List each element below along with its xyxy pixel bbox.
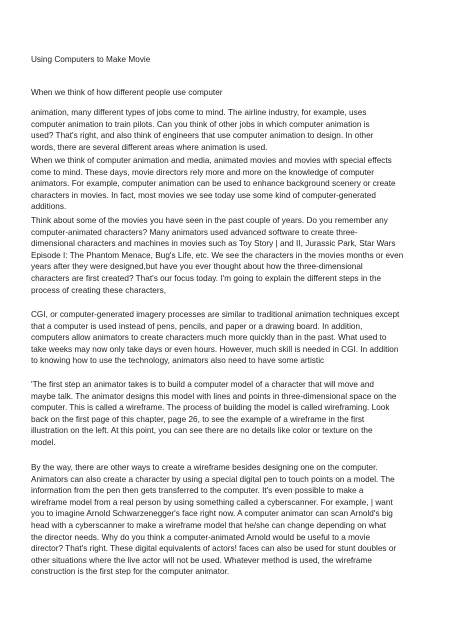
paragraph-7: By the way, there are other ways to create a wireframe besides designing one on the computer. Animators can also create a character by using a special digital pen to touch points on a model. The information from the pen then gets transferred to the computer. It's even possible to make a wireframe model from a real person by using something called a cyberscanner. For example, | want you to imagine Arnold Schwarzenegger's face right now. A computer animator can scan Arnold's big head with a cyberscanner to make a wireframe model that he/she can change depending on what the director needs. Why do you think a computer-animated Arnold would be useful to a movie director? That's right. These digital equivalents of actors! faces can also be used for stunt doubles or other situations where the live actor will not be used. Whatever method is used, the wireframe bbox=[31, 463, 397, 565]
paragraph-6: 'The first step an animator takes is to build a computer model of a character that will move and maybe talk. The animator designs this model with lines and points in three-dimensional space on the computer. This is called a wireframe. The process of building the model is called wireframing. Look back on the first page of this chapter, page 26, to see the example of a wireframe in the first illustration on the left. At this point, you can see there are no details like color or texture on the model. bbox=[31, 380, 397, 447]
paragraph-2: animation, many different types of jobs come to mind. The airline industry, for example, uses computer animation to train pilots. Can you think of other jobs in which computer animation is used? That's right, and also think of engineers that use computer animation to design. In other words, there are several different areas where animation is used. bbox=[31, 108, 374, 152]
paragraph-5: CGI, or computer-generated imagery processes are similar to traditional animation techniques except that a computer is used instead of pens, pencils, and paper or a drawing board. In addition, computers allow animators to create characters much more quickly than in the past. What used to take weeks may now only take days or even hours. However, much skill is needed in CGI. In addition to knowing how to use the technology, animators also need to have some artistic bbox=[31, 310, 400, 366]
paragraph-4: Think about some of the movies you have seen in the past couple of years. Do you remember any computer-animated characters? Many animators used advanced software to create three- dimensional characters and machines in movies such as Toy Story | and II, Jurassic Park, Star Wars Episode I: The Phantom Menace, Bug's Life, etc. We see the characters in the movies months or even years after they were designed,but have you ever thought about how the three-dimensional characters are first created? That's our focus today. I'm going to explain the different steps in the process of creating these characters, bbox=[31, 216, 404, 295]
document-title: Using Computers to Make Movie bbox=[31, 55, 151, 64]
paragraph-8: construction is the first step for the computer animator. bbox=[31, 567, 230, 576]
paragraph-3: When we think of computer animation and media, animated movies and movies with special effects come to mind. These days, movie directors rely more and more on the knowledge of computer animators. For example, computer animation can be used to enhance background scenery or create characters in movies. In fact, most movies we see today use some kind of computer-generated additions. bbox=[31, 156, 396, 212]
paragraph-1: When we think of how different people use computer bbox=[31, 88, 223, 97]
